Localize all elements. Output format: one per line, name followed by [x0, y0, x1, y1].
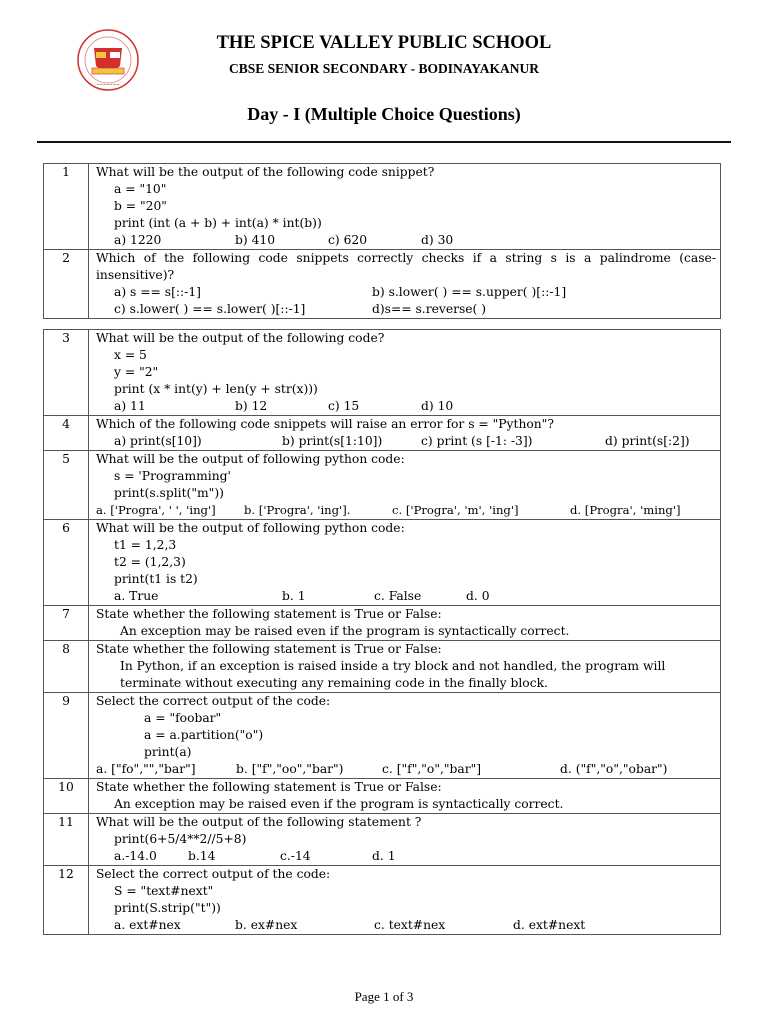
page-header	[0, 0, 768, 145]
option: c. ['Progra', 'm', 'ing']	[392, 503, 519, 517]
option: a) s == s[::-1]	[114, 285, 201, 299]
question-body	[89, 164, 721, 250]
option: c) s.lower( ) == s.lower( )[::-1]	[114, 302, 306, 316]
option: b.14	[188, 849, 216, 863]
option: b. ex#nex	[235, 918, 298, 932]
question-number: 4	[44, 416, 89, 451]
question-number: 2	[44, 250, 89, 319]
option: a) 11	[114, 399, 146, 413]
option: d) 10	[421, 399, 454, 413]
code-line: t1 = 1,2,3	[114, 538, 177, 552]
option: b. 1	[282, 589, 306, 603]
option: d. 1	[372, 849, 396, 863]
option: c. ["f","o","bar"]	[382, 762, 482, 776]
option: c. text#nex	[374, 918, 446, 932]
question-body	[89, 416, 721, 451]
question-body	[89, 779, 721, 814]
option: d. ext#next	[513, 918, 586, 932]
page-number: Page 1 of 3	[354, 989, 414, 1004]
question-body	[89, 451, 721, 520]
header-divider	[37, 141, 731, 143]
question-body	[89, 520, 721, 606]
option: a. ['Progra', ' ', 'ing']	[96, 503, 216, 517]
code-line: print(t1 is t2)	[114, 572, 198, 586]
option: c) print (s [-1: -3])	[421, 434, 533, 448]
option: c) 620	[328, 233, 368, 247]
question-body	[89, 641, 721, 693]
question-body	[89, 250, 721, 319]
option: c) 15	[328, 399, 360, 413]
question-text: State whether the following statement is True or False:	[96, 642, 442, 656]
question-number: 10	[44, 779, 89, 814]
question-number: 1	[44, 164, 89, 250]
question-text: State whether the following statement is True or False:	[96, 607, 442, 621]
question-row	[44, 250, 721, 319]
code-line: print(6+5/4**2//5+8)	[114, 832, 247, 846]
options	[96, 502, 716, 519]
question-body	[89, 606, 721, 641]
question-text: What will be the output of the following code?	[96, 331, 385, 345]
options	[96, 232, 716, 249]
question-text: Which of the following code snippets correctly checks if a string s is a palindrome (case-insensitive)?	[96, 251, 716, 282]
school-name: THE SPICE VALLEY PUBLIC SCHOOL	[216, 33, 552, 53]
question-number: 7	[44, 606, 89, 641]
question-text: What will be the output of following python code:	[96, 452, 405, 466]
question-text: What will be the output of the following code snippet?	[96, 165, 435, 179]
option: d)s== s.reverse( )	[372, 302, 487, 316]
option: c.-14	[280, 849, 311, 863]
code-line: a = "10"	[114, 182, 167, 196]
question-text: State whether the following statement is True or False:	[96, 780, 442, 794]
question-number: 11	[44, 814, 89, 866]
question-row	[44, 693, 721, 779]
question-row	[44, 520, 721, 606]
question-row	[44, 416, 721, 451]
question-number: 3	[44, 330, 89, 416]
option: a. ext#nex	[114, 918, 181, 932]
option: a) print(s[10])	[114, 434, 202, 448]
options	[96, 301, 716, 318]
page-title: Day - I (Multiple Choice Questions)	[247, 104, 521, 124]
option: b. ['Progra', 'ing'].	[244, 503, 351, 517]
options	[96, 761, 716, 778]
option: d. ("f","o","obar")	[560, 762, 668, 776]
question-body	[89, 814, 721, 866]
option: a. True	[114, 589, 159, 603]
question-number: 12	[44, 866, 89, 935]
option: c. False	[374, 589, 422, 603]
code-line: a = a.partition("o")	[144, 728, 264, 742]
question-table-1	[43, 163, 721, 319]
code-line: b = "20"	[114, 199, 167, 213]
question-number: 5	[44, 451, 89, 520]
code-line: print (int (a + b) + int(a) * int(b))	[114, 216, 322, 230]
options	[96, 433, 716, 450]
statement: In Python, if an exception is raised inside a try block and not handled, the program will	[120, 659, 666, 673]
question-body	[89, 693, 721, 779]
statement: terminate without executing any remaining code in the finally block.	[120, 676, 548, 690]
options	[96, 588, 716, 605]
question-number: 8	[44, 641, 89, 693]
code-line: print(a)	[144, 745, 192, 759]
code-line: S = "text#next"	[114, 884, 214, 898]
code-line: t2 = (1,2,3)	[114, 555, 186, 569]
question-row	[44, 606, 721, 641]
question-body	[89, 330, 721, 416]
question-row	[44, 330, 721, 416]
options	[96, 917, 716, 934]
option: d) 30	[421, 233, 454, 247]
option: d. 0	[466, 589, 490, 603]
code-line: print(s.split("m"))	[114, 486, 224, 500]
code-line: s = 'Programming'	[114, 469, 231, 483]
question-row	[44, 451, 721, 520]
option: b. ["f","oo","bar")	[236, 762, 344, 776]
question-table-2	[43, 329, 721, 935]
question-text: Select the correct output of the code:	[96, 694, 331, 708]
question-row	[44, 779, 721, 814]
options	[96, 284, 716, 301]
option: b) 410	[235, 233, 276, 247]
school-affiliation: CBSE SENIOR SECONDARY - BODINAYAKANUR	[228, 61, 540, 76]
svg-text:~~~~~~~: ~~~~~~~	[96, 82, 120, 87]
option: a.-14.0	[114, 849, 157, 863]
option: b) s.lower( ) == s.upper( )[::-1]	[372, 285, 567, 299]
question-row	[44, 814, 721, 866]
option: a) 1220	[114, 233, 162, 247]
statement: An exception may be raised even if the program is syntactically correct.	[120, 624, 570, 638]
question-row	[44, 866, 721, 935]
question-number: 9	[44, 693, 89, 779]
option: d) print(s[:2])	[605, 434, 690, 448]
question-body	[89, 866, 721, 935]
options	[96, 398, 716, 415]
code-line: y = "2"	[114, 365, 159, 379]
options	[96, 848, 716, 865]
question-text: What will be the output of following python code:	[96, 521, 405, 535]
code-line: a = "foobar"	[144, 711, 222, 725]
question-text: What will be the output of the following statement ?	[96, 815, 422, 829]
code-line: x = 5	[114, 348, 147, 362]
question-text: Select the correct output of the code:	[96, 867, 331, 881]
option: b) print(s[1:10])	[282, 434, 383, 448]
code-line: print(S.strip("t"))	[114, 901, 221, 915]
question-row	[44, 641, 721, 693]
question-text: Which of the following code snippets will raise an error for s = "Python"?	[96, 417, 554, 431]
statement: An exception may be raised even if the program is syntactically correct.	[114, 797, 564, 811]
code-line: print (x * int(y) + len(y + str(x)))	[114, 382, 318, 396]
option: a. ["fo","","bar"]	[96, 762, 196, 776]
option: d. [Progra', 'ming']	[570, 503, 681, 517]
question-row	[44, 164, 721, 250]
option: b) 12	[235, 399, 268, 413]
question-number: 6	[44, 520, 89, 606]
